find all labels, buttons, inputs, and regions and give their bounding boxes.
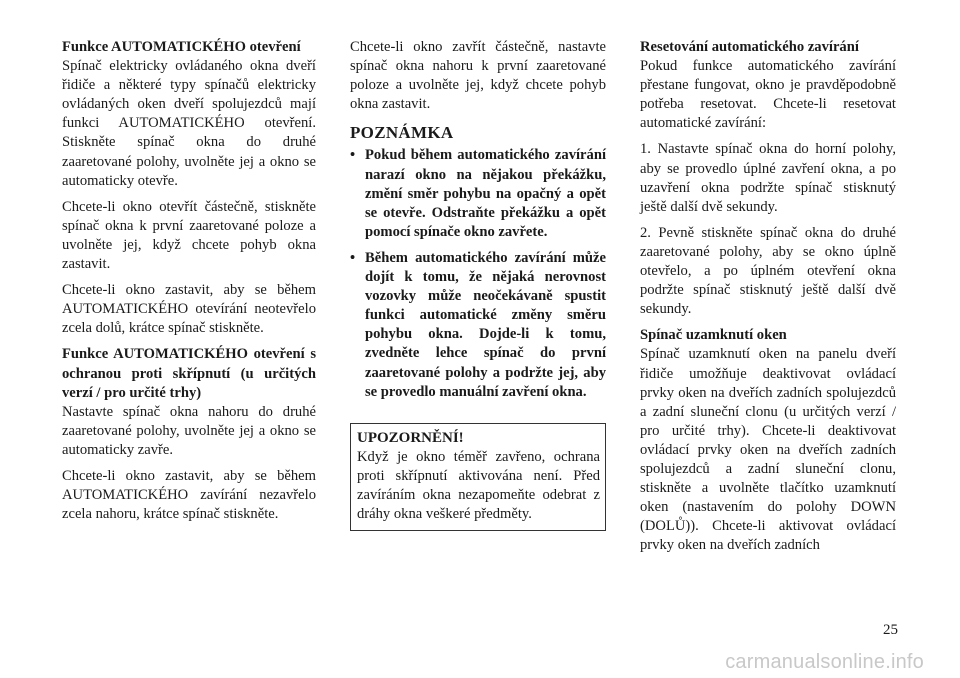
warning-title: UPOZORNĚNÍ! [357, 429, 464, 446]
column-left [62, 38, 316, 524]
section-text: Spínač elektricky ovládaného okna dveří řidiče a některé typy spínačů elektricky ovládaných oken dveří spolujezdců mají funkci AUTOMATICKÉHO otevření. Stiskněte spínač okna do druhé zaaretované polohy, uvolněte jej a okno se automaticky otevře. [62, 58, 316, 189]
step-1: 1. Nastavte spínač okna do horní polohy, aby se provedlo úplné zavření okna, a po uzavření okna podržte spínač stisknutý ještě další dvě sekundy. [640, 141, 896, 215]
section-heading: Resetování automatického zavírání [640, 39, 859, 55]
note-item [350, 249, 606, 402]
paragraph: Chcete-li okno zastavit, aby se během AUTOMATICKÉHO zavírání nezavřelo zcela nahoru, krátce spínač stiskněte. [62, 467, 316, 523]
note-list [350, 146, 606, 401]
section-heading: Funkce AUTOMATICKÉHO otevření s ochranou proti skřípnutí (u určitých verzí / pro určité trhy) [62, 346, 316, 401]
section-auto-open [62, 38, 316, 191]
section-text: Nastavte spínač okna nahoru do druhé zaaretované polohy, uvolněte jej a okno se automaticky zavře. [62, 403, 316, 458]
section-text: Pokud funkce automatického zavírání přestane fungovat, okno je pravděpodobně potřeba resetovat. Chcete-li resetovat automatické zavírání: [640, 58, 896, 132]
watermark: carmanualsonline.info [725, 651, 924, 673]
paragraph: Chcete-li okno zavřít částečně, nastavte spínač okna nahoru k první zaaretované poloze a uvolněte jej, když chcete pohyb okna zastavit. [350, 39, 606, 113]
section-pinch-protection [62, 345, 316, 460]
page-number: 25 [883, 622, 898, 638]
paragraph: Chcete-li okno zastavit, aby se během AUTOMATICKÉHO otevírání neotevřelo zcela dolů, krátce spínač stiskněte. [62, 282, 316, 337]
section-window-lock [640, 326, 896, 555]
step-2: 2. Pevně stiskněte spínač okna do druhé zaaretované polohy, aby se okno úplně otevřelo, a po úplném otevření okna podržte spínač stisknutý ještě další dvě sekundy. [640, 224, 896, 318]
note-item-text: Během automatického zavírání může dojít k tomu, že nějaká nerovnost vozovky může neočekávaně spustit funkci automatické změny směru pohybu okna. Dojde-li k tomu, zvedněte lehce spínač do první zaaretované polohy a podržte jej, aby se provedlo manuální zavření okna. [365, 249, 606, 400]
note-item-text: Pokud během automatického zavírání narazí okno na nějakou překážku, změní směr pohybu na opačný a opět se otevře. Odstraňte překážku a opět pomocí spínače okno zavřete. [365, 147, 606, 240]
warning-box [350, 423, 606, 531]
note-item [350, 146, 606, 241]
bullet-icon: • [350, 249, 356, 266]
section-heading: Funkce AUTOMATICKÉHO otevření [62, 39, 301, 55]
warning-text: Když je okno téměř zavřeno, ochrana proti skřípnutí aktivována není. Před zavíráním okna nezapomeňte odebrat z dráhy okna veškeré předměty. [357, 448, 600, 523]
column-right [640, 38, 896, 555]
column-middle [350, 38, 606, 531]
note-title: POZNÁMKA [350, 123, 454, 143]
paragraph: Chcete-li okno otevřít částečně, stiskněte spínač okna k první zaaretované poloze a uvolněte jej, když chcete pohyb okna zastavit. [62, 198, 316, 273]
section-text: Spínač uzamknutí oken na panelu dveří řidiče umožňuje deaktivovat ovládací prvky oken na dveřích zadních spolujezdců a zadní sluneční clonu (u určitých verzí / pro určité trhy). Chcete-li deaktivovat ovládací prvky oken na dveřích zadních spolujezdců a zadní sluneční clonu, stiskněte a uvolněte tlačítko uzamknutí oken (nastavením do polohy DOWN (DOLŮ)). Chcete-li aktivovat ovládací prvky oken na dveřích zadních [640, 346, 896, 554]
bullet-icon: • [350, 147, 356, 164]
section-heading: Spínač uzamknutí oken [640, 327, 787, 344]
section-reset-auto-close [640, 38, 896, 133]
